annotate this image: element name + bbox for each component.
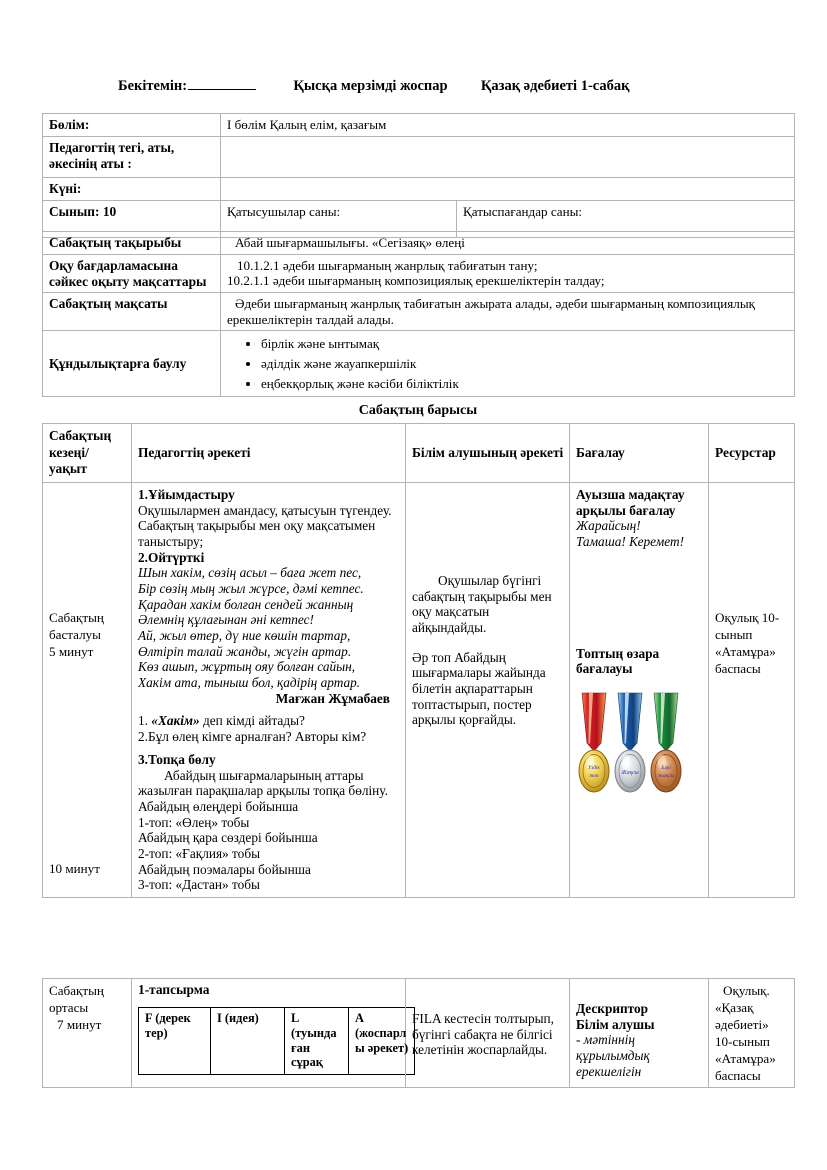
values-education-list xyxy=(221,331,795,397)
question-1-rest: деп кімді айтады? xyxy=(199,713,305,729)
class-label: Сынып: 10 xyxy=(43,200,221,237)
fila-col-ideas: I (идея) xyxy=(211,1007,285,1074)
svg-text:топ: топ xyxy=(589,772,599,779)
resources-text: Оқулық 10-сынып «Атамұра» баспасы xyxy=(715,609,780,676)
student-text-1: Оқушылар бүгінгі сабақтың тақырыбы мен оқу мақсатын айқындайды. xyxy=(412,572,552,635)
table-header-row xyxy=(43,424,795,483)
medal-gold-icon xyxy=(579,693,609,792)
table-row xyxy=(43,293,795,331)
question-1-number: 1. xyxy=(138,713,152,729)
svg-text:Жақсы: Жақсы xyxy=(621,769,639,776)
section-label: Бөлім: xyxy=(43,114,221,137)
group-1: 1-топ: «Өлең» тобы xyxy=(138,814,250,830)
task-title: 1-тапсырма xyxy=(138,982,210,997)
column-header-teacher-action: Педагогтің әрекеті xyxy=(132,424,406,483)
table-row-lesson-middle xyxy=(43,979,795,1088)
praise-phrase-2: Тамаша! Керемет! xyxy=(576,533,684,549)
column-header-assessment: Бағалау xyxy=(570,424,709,483)
absent-count-label: Қатыспағандар саны: xyxy=(457,200,795,237)
curriculum-objectives-value xyxy=(221,254,795,293)
fila-col-actions: A (жоспарл ы әрекет) xyxy=(349,1007,415,1074)
medal-silver-icon xyxy=(615,693,645,792)
poem-line: Хакім ата, тыныш бол, қадірің артар. xyxy=(138,675,361,691)
column-header-student-action: Білім алушының әрекеті xyxy=(406,424,570,483)
table-row xyxy=(43,114,795,137)
stage-time-cell xyxy=(43,482,132,897)
group-3: 3-топ: «Дастан» тобы xyxy=(138,877,260,893)
spacer xyxy=(138,706,400,713)
teacher-action-cell-middle xyxy=(132,979,409,1088)
table-row xyxy=(43,232,795,255)
teacher-step-3-title: 3.Топқа бөлу xyxy=(138,751,216,767)
stage-time: 5 минут xyxy=(49,643,94,659)
table-row-lesson-start xyxy=(43,482,795,897)
date-label: Күні: xyxy=(43,177,221,200)
present-count-label: Қатысушылар саны: xyxy=(221,200,457,237)
approval-label: Бекітемін: xyxy=(118,78,188,94)
teacher-step-1-text: Оқушылармен амандасу, қатысуын түгендеу. Сабақтың тақырыбы мен оқу мақсатымен таныстыру; xyxy=(138,502,392,549)
column-header-resources: Ресурстар xyxy=(709,424,795,483)
assessment-peer-title: Топтың өзара бағалауы xyxy=(576,645,660,677)
group-1-basis: Абайдың қара сөздері бойынша xyxy=(138,830,318,846)
svg-text:Бәрі: Бәрі xyxy=(661,764,671,771)
medal-bronze-icon xyxy=(651,693,681,792)
resources-cell xyxy=(709,482,795,897)
poem-line: Ай, жыл өтер, дү ние көшін тартар, xyxy=(138,628,351,644)
group-2: 2-топ: «Ғақлия» тобы xyxy=(138,845,261,861)
curriculum-objective-1: 10.1.2.1 әдеби шығарманың жанрлық табиғатын тану; xyxy=(237,257,538,273)
values-education-label: Құндылықтарға баулу xyxy=(43,331,221,397)
spacer xyxy=(138,745,400,752)
lesson-info-table xyxy=(42,113,795,238)
fila-table xyxy=(138,1007,415,1075)
group-2-basis: Абайдың поэмалары бойынша xyxy=(138,861,311,877)
student-text-2: Әр топ Абайдың шығармалары жайында білетін ақпараттарын топтастырып, постер арқылы қорғайды. xyxy=(412,649,546,728)
stage-name-middle: Сабақтың ортасы xyxy=(49,983,104,1016)
table-row xyxy=(43,136,795,177)
teacher-step-1-title: 1.Ұйымдастыру xyxy=(138,486,235,502)
medals-svg xyxy=(577,691,685,799)
lesson-goal-text: Әдеби шығарманың жанрлық табиғатын ажырата алады, әдеби шығарманың композициялық ерекшеліктерін талдай алады. xyxy=(227,296,755,327)
document-title-line xyxy=(118,76,787,95)
table-row xyxy=(43,254,795,293)
fila-header-row xyxy=(139,1007,415,1074)
teacher-name-label: Педагогтің тегі, аты, әкесінің аты : xyxy=(43,136,221,177)
date-value[interactable] xyxy=(221,177,795,200)
list-item: • еңбекқорлық және кәсіби біліктілік xyxy=(261,374,789,394)
medals-image xyxy=(577,691,685,799)
approval-blank-line xyxy=(188,76,256,90)
svg-text:жақсы: жақсы xyxy=(657,772,675,779)
assessment-cell xyxy=(570,482,709,897)
teacher-name-value[interactable] xyxy=(221,136,795,177)
poem-line: Қарадан хакім болған сендей жанның xyxy=(138,596,354,612)
fila-col-questions: L (туында ған сұрақ xyxy=(285,1007,349,1074)
teacher-action-cell xyxy=(132,482,406,897)
objectives-table xyxy=(42,231,795,397)
question-1 xyxy=(138,713,400,729)
subject-lesson-label: Қазақ әдебиеті 1-сабақ xyxy=(480,78,630,94)
poem-author: Мағжан Жұмабаев xyxy=(275,690,390,706)
poem-line: Бір сөзің мың жыл жүрсе, дәмі кетпес. xyxy=(138,580,364,596)
fila-col-facts: F (дерек тер) xyxy=(139,1007,211,1074)
column-header-stage: Сабақтың кезеңі/ уақыт xyxy=(43,424,132,483)
svg-text:Үздік: Үздік xyxy=(588,764,600,771)
poem-line: Көз ашып, жұртың ояу болған сайын, xyxy=(138,659,356,675)
descriptor-title: Дескриптор xyxy=(576,1001,649,1016)
teacher-step-3-text: Абайдың шығармаларының аттары жазылған парақшалар арқылы топқа бөліну. Абайдың өлеңдері бойынша xyxy=(138,767,388,814)
question-1-emphasis: «Хакім» xyxy=(151,713,200,729)
teacher-step-2-title: 2.Ойтүрткі xyxy=(138,549,205,565)
student-action-cell xyxy=(406,482,570,897)
stage-time-second: 10 минут xyxy=(49,860,100,876)
lesson-flow-heading: Сабақтың барысы xyxy=(358,403,478,418)
descriptor-subject: Білім алушы xyxy=(576,1016,655,1032)
question-2: 2.Бұл өлең кімге арналған? Авторы кім? xyxy=(138,729,367,745)
table-row xyxy=(43,331,795,397)
student-action-cell-middle: FILA кестесін толтырып, бүгінгі сабақта не білгісі келетінін жоспарлайды. xyxy=(406,979,570,1088)
poem-line: Шын хакім, сөзің асыл – баға жет пес, xyxy=(138,565,362,581)
spacer xyxy=(576,550,703,646)
topic-label: Сабақтың тақырыбы xyxy=(43,232,221,255)
curriculum-objectives-label: Оқу бағдарламасына сәйкес оқыту мақсаттары xyxy=(43,254,221,293)
assessment-cell-middle xyxy=(570,979,709,1088)
topic-value xyxy=(221,232,795,255)
curriculum-objective-2: 10.2.1.1 әдеби шығарманың композициялық ерекшеліктерін талдау; xyxy=(227,273,605,289)
list-item: • әділдік және жауапкершілік xyxy=(261,354,789,374)
lesson-middle-table xyxy=(42,978,795,1088)
stage-name: Сабақтың басталуы xyxy=(49,609,104,642)
plan-type-label: Қысқа мерзімді жоспар xyxy=(293,78,448,94)
lesson-goal-label: Сабақтың мақсаты xyxy=(43,293,221,331)
praise-phrase-1: Жарайсың! xyxy=(576,518,641,534)
section-value: І бөлім Қалың елім, қазағым xyxy=(221,114,795,137)
resources-text-middle: Оқулық. «Қазақ әдебиеті» 10-сынып «Атамұра» баспасы xyxy=(715,983,776,1084)
lesson-flow-table xyxy=(42,423,795,898)
list-item: • бірлік және ынтымақ xyxy=(261,334,789,354)
table-row xyxy=(43,177,795,200)
assessment-oral-title: Ауызша мадақтау арқылы бағалау xyxy=(576,486,685,518)
lesson-goal-value xyxy=(221,293,795,331)
topic-value-text: Абай шығармашылығы. «Сегізаяқ» өлеңі xyxy=(235,235,465,250)
spacer xyxy=(412,636,564,650)
poem-line: Әлемнің құлағынан әні кетпес! xyxy=(138,612,314,628)
resources-cell-middle xyxy=(709,979,795,1088)
stage-time-cell-middle xyxy=(43,979,132,1088)
descriptor-criterion: - мәтіннің құрылымдық ерекшелігін xyxy=(576,1032,650,1079)
poem-line: Өлтіріп талай жанды, жүгін артар. xyxy=(138,643,352,659)
stage-time-middle: 7 минут xyxy=(57,1017,102,1033)
